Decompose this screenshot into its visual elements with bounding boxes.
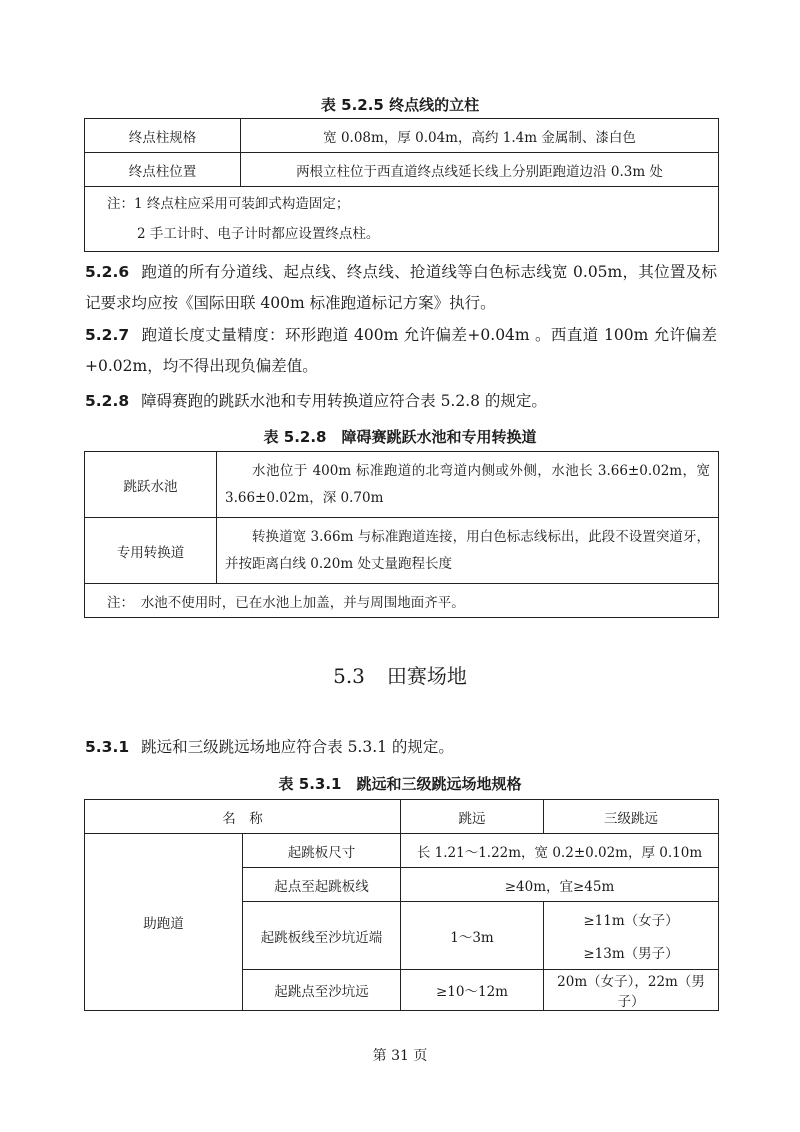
- table-row: [85, 518, 719, 584]
- header-long-jump: 跳远: [401, 800, 544, 834]
- table-cell-long-jump: ≥10～12m: [401, 970, 544, 1011]
- table-528-caption: 表 5.2.8 障碍赛跳跃水池和专用转换道: [263, 428, 537, 446]
- clause-number: 5.2.7: [85, 326, 130, 344]
- table-cell-label: 起跳点至沙坑远: [243, 970, 401, 1011]
- table-row: [85, 153, 719, 187]
- clause-number: 5.2.8: [85, 392, 130, 410]
- paragraph-5-2-7: [85, 320, 717, 382]
- table-cell-value: 两根立柱位于西直道终点线延长线上分别距跑道边沿 0.3m 处: [241, 153, 719, 187]
- table-row: [85, 452, 719, 518]
- clause-number: 5.3.1: [85, 738, 130, 756]
- table-note-row: [85, 584, 719, 618]
- header-triple-jump: 三级跳远: [544, 800, 719, 834]
- table-cell-label: 起点至起跳板线: [243, 868, 401, 902]
- section-heading: [0, 663, 800, 689]
- group-label-runway: 助跑道: [85, 834, 243, 1011]
- table-525: [84, 118, 719, 252]
- paragraph-5-2-6: [85, 257, 717, 319]
- paragraph-5-2-8: [85, 386, 717, 417]
- table-header-row: [85, 800, 719, 834]
- table-row: [85, 834, 719, 868]
- clause-text: 跑道的所有分道线、起点线、终点线、抢道线等白色标志线宽 0.05m，其位置及标记要求均应按《国际田联 400m 标准跑道标记方案》执行。: [85, 263, 717, 312]
- table-525-caption: 表 5.2.5 终点线的立柱: [320, 96, 480, 114]
- table-cell-triple-male: ≥13m（男子）: [544, 936, 719, 970]
- table-cell-label: 专用转换道: [85, 518, 217, 584]
- header-name: 名 称: [85, 800, 401, 834]
- table-note-row: [85, 187, 719, 252]
- table-cell-triple-female: ≥11m（女子）: [544, 902, 719, 936]
- table-cell-value: ≥40m，宜≥45m: [401, 868, 719, 902]
- table-row: [85, 119, 719, 153]
- table-cell-value: 水池位于 400m 标准跑道的北弯道内侧或外侧，水池长 3.66±0.02m，宽 3.66±0.02m，深 0.70m: [217, 452, 719, 518]
- table-cell-label: 终点柱规格: [85, 119, 241, 153]
- clause-text: 跳远和三级跳远场地应符合表 5.3.1 的规定。: [141, 738, 454, 756]
- page-number: 第 31 页: [372, 1048, 428, 1064]
- table-cell-label: 起跳板线至沙坑近端: [243, 902, 401, 970]
- table-531-caption: 表 5.3.1 跳远和三级跳远场地规格: [278, 775, 522, 793]
- table-528: [84, 451, 719, 618]
- table-cell-label: 起跳板尺寸: [243, 834, 401, 868]
- table-note: [85, 187, 719, 252]
- table-cell-value: 长 1.21～1.22m，宽 0.2±0.02m，厚 0.10m: [401, 834, 719, 868]
- section-number: 5.3: [333, 664, 365, 688]
- clause-text: 跑道长度丈量精度：环形跑道 400m 允许偏差+0.04m 。西直道 100m 允许偏差+0.02m，均不得出现负偏差值。: [85, 326, 717, 375]
- paragraph-5-3-1: [85, 732, 717, 763]
- table-note-line-1: 注：1 终点柱应采用可装卸式构造固定；: [107, 196, 350, 212]
- table-cell-value: 宽 0.08m，厚 0.04m，高约 1.4m 金属制、漆白色: [241, 119, 719, 153]
- table-cell-long-jump: 1～3m: [401, 902, 544, 970]
- table-531: [84, 799, 719, 1011]
- table-cell-triple-jump: 20m（女子），22m（男子）: [544, 970, 719, 1011]
- clause-number: 5.2.6: [85, 263, 130, 281]
- table-note: 注： 水池不使用时，已在水池上加盖，并与周围地面齐平。: [85, 584, 719, 618]
- table-cell-label: 跳跃水池: [85, 452, 217, 518]
- table-cell-label: 终点柱位置: [85, 153, 241, 187]
- clause-text: 障碍赛跑的跳跃水池和专用转换道应符合表 5.2.8 的规定。: [141, 392, 547, 410]
- section-title: 田赛场地: [386, 664, 467, 688]
- table-note-line-2: 2 手工计时、电子计时都应设置终点柱。: [137, 226, 380, 242]
- table-cell-value: 转换道宽 3.66m 与标准跑道连接，用白色标志线标出，此段不设置突道牙，并按距离白线 0.20m 处丈量跑程长度: [217, 518, 719, 584]
